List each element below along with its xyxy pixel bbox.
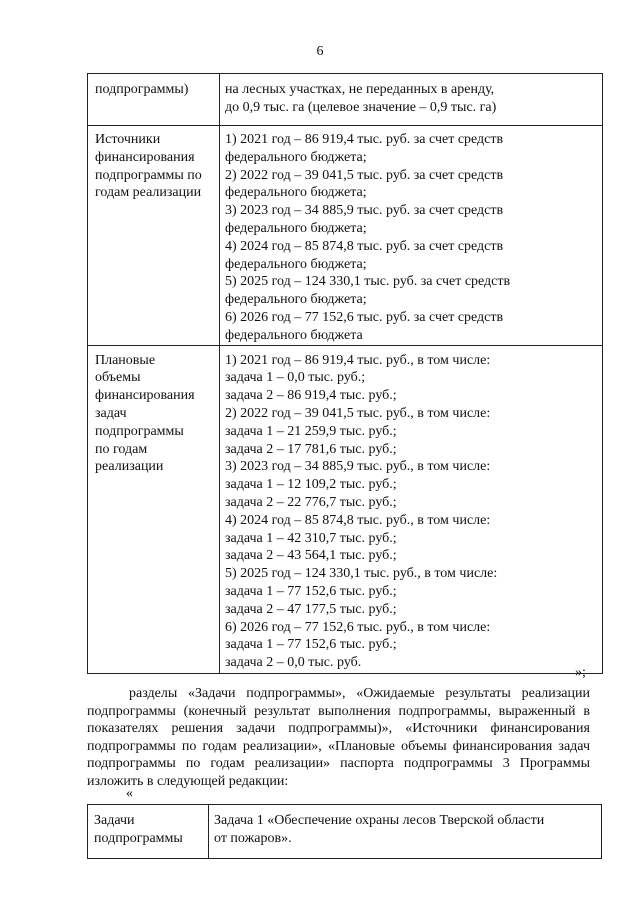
content-line: задача 1 – 42 310,7 тыс. руб.; xyxy=(225,530,397,546)
row-content-cell xyxy=(220,345,603,673)
content-line: 6) 2026 год – 77 152,6 тыс. руб. за счет средств xyxy=(225,309,504,325)
content-line: на лесных участках, не переданных в аренду, xyxy=(225,82,495,97)
content-line: задача 2 – 22 776,7 тыс. руб.; xyxy=(225,494,397,510)
content-line: задача 2 – 47 177,5 тыс. руб.; xyxy=(225,601,397,617)
label-line: задач xyxy=(95,405,127,421)
table-body xyxy=(88,805,602,859)
label-line: по годам xyxy=(95,441,148,457)
row-label-cell xyxy=(88,805,209,859)
content-line: задача 1 – 21 259,9 тыс. руб.; xyxy=(225,423,397,439)
label-line: подпрограммы xyxy=(95,423,184,439)
content-line: 5) 2025 год – 124 330,1 тыс. руб. за счет средств xyxy=(225,274,511,290)
content-line: задача 2 – 0,0 тыс. руб. xyxy=(225,655,362,671)
content-line: 1) 2021 год – 86 919,4 тыс. руб. за счет средств xyxy=(225,132,504,147)
passport-table-continued xyxy=(87,73,603,674)
content-line: 6) 2026 год – 77 152,6 тыс. руб., в том числе: xyxy=(225,619,491,635)
content-line: 4) 2024 год – 85 874,8 тыс. руб., в том числе: xyxy=(225,512,491,528)
content-line: задача 1 – 77 152,6 тыс. руб.; xyxy=(225,637,397,653)
row-label-cell xyxy=(88,345,220,673)
content-line: 3) 2023 год – 34 885,9 тыс. руб., в том числе: xyxy=(225,459,491,475)
content-line: задача 2 – 17 781,6 тыс. руб.; xyxy=(225,441,397,457)
content-line: задача 2 – 86 919,4 тыс. руб.; xyxy=(225,388,397,404)
content-line: задача 1 – 0,0 тыс. руб.; xyxy=(225,370,366,386)
content-line: до 0,9 тыс. га (целевое значение – 0,9 тыс. га) xyxy=(225,99,497,115)
content-line: Задача 1 «Обеспечение охраны лесов Тверской области xyxy=(214,813,545,828)
row-label-cell xyxy=(88,74,220,126)
content-line: 2) 2022 год – 39 041,5 тыс. руб. за счет средств xyxy=(225,167,504,183)
content-line: 2) 2022 год – 39 041,5 тыс. руб., в том числе: xyxy=(225,405,491,421)
content-line: федерального бюджета; xyxy=(225,220,367,236)
content-line: 1) 2021 год – 86 919,4 тыс. руб., в том числе: xyxy=(225,352,491,368)
row-content-cell xyxy=(220,126,603,346)
label-line: реализации xyxy=(95,459,164,475)
row-content-cell xyxy=(220,74,603,126)
table-row xyxy=(88,805,602,859)
amendment-paragraph: разделы «Задачи подпрограммы», «Ожидаемые результаты реализации подпрограммы (конечный результат выполнения подпрограммы, выраженный в показателях решения задачи подпрограммы)», «Источники финансирования подпрограммы по годам реализации», «Плановые объемы финансирования задач подпрограммы по годам реализации» паспорта подпрограммы 3 Программы изложить в следующей редакции: xyxy=(87,686,590,789)
row-label-cell xyxy=(88,126,220,346)
row-content-cell xyxy=(209,805,602,859)
table-row xyxy=(88,74,603,126)
content-line: от пожаров». xyxy=(214,830,292,846)
content-line: 3) 2023 год – 34 885,9 тыс. руб. за счет средств xyxy=(225,203,504,219)
table-row xyxy=(88,345,603,673)
label-line: финансирования xyxy=(95,149,195,165)
content-line: федерального бюджета; xyxy=(225,185,367,201)
label-line: годам реализации xyxy=(95,185,202,201)
content-line: задача 2 – 43 564,1 тыс. руб.; xyxy=(225,548,397,564)
label-line: Плановые xyxy=(95,352,156,368)
content-line: 4) 2024 год – 85 874,8 тыс. руб. за счет средств xyxy=(225,238,504,254)
content-line: федерального бюджета; xyxy=(225,256,367,272)
content-line: федерального бюджета; xyxy=(225,292,367,308)
label-line: подпрограммы xyxy=(94,830,183,846)
passport-table-new xyxy=(87,804,602,859)
content-line: 5) 2025 год – 124 330,1 тыс. руб., в том числе: xyxy=(225,566,498,582)
label-line: Источники xyxy=(95,132,161,147)
opening-quote: « xyxy=(126,786,133,801)
table-body xyxy=(88,74,603,674)
table-row xyxy=(88,126,603,346)
page-number: 6 xyxy=(316,44,324,59)
label-line: подпрограммы по xyxy=(95,167,202,183)
label-line: подпрограммы) xyxy=(95,82,189,97)
content-line: задача 1 – 77 152,6 тыс. руб.; xyxy=(225,583,397,599)
label-line: финансирования xyxy=(95,388,195,404)
content-line: федерального бюджета; xyxy=(225,149,367,165)
label-line: объемы xyxy=(95,370,141,386)
closing-quote: »; xyxy=(575,665,586,680)
content-line: задача 1 – 12 109,2 тыс. руб.; xyxy=(225,477,397,493)
label-line: Задачи xyxy=(94,813,135,828)
content-line: федерального бюджета xyxy=(225,327,363,343)
